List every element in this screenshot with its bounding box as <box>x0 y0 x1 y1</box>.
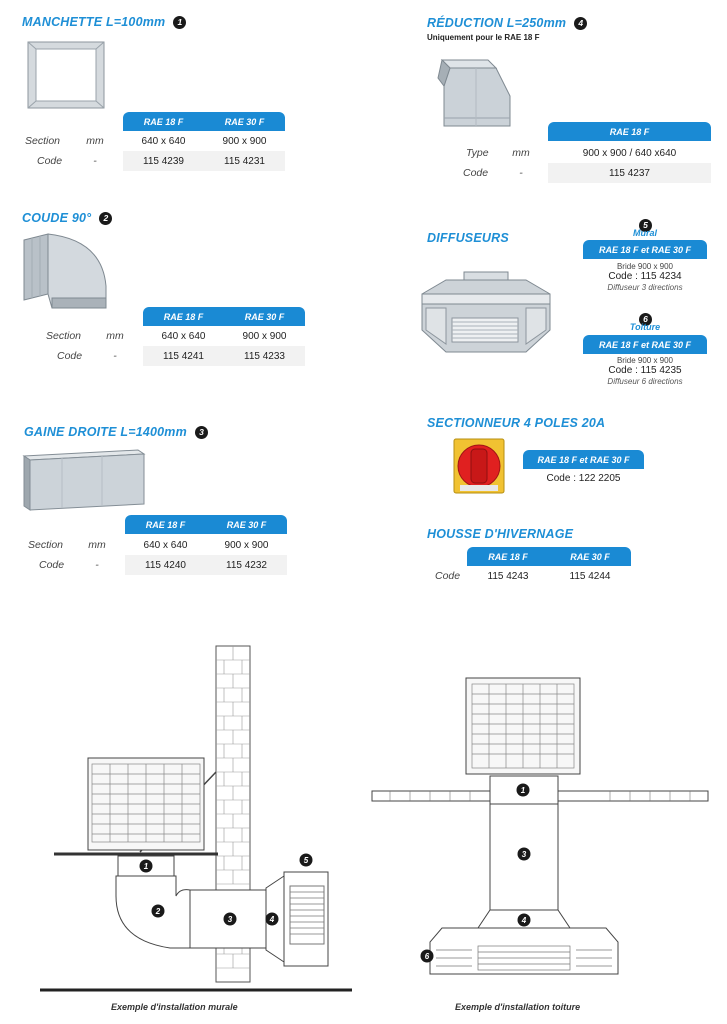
gaine-table-header: RAE 18 F RAE 30 F <box>125 515 287 534</box>
mural-bride: Bride 900 x 900 <box>616 262 674 271</box>
reduction-subtitle: Uniquement pour le RAE 18 F <box>427 33 540 42</box>
manchette-table-header: RAE 18 F RAE 30 F <box>123 112 285 131</box>
svg-text:6: 6 <box>424 952 430 961</box>
diagram-marker <box>518 848 531 861</box>
housse-table-header: RAE 18 F RAE 30 F <box>467 547 631 566</box>
diagram-marker <box>517 784 530 797</box>
row-label: Section <box>46 330 82 342</box>
housse-title: HOUSSE D'HIVERNAGE <box>427 527 574 541</box>
sectionneur-image <box>452 437 508 495</box>
svg-text:1: 1 <box>143 862 149 871</box>
svg-text:1: 1 <box>520 786 526 795</box>
table-cell: 900 x 900 <box>242 331 287 342</box>
toiture-caption: Exemple d'installation toiture <box>455 1002 581 1012</box>
toiture-header: RAE 18 F et RAE 30 F <box>583 335 707 354</box>
toiture-label: Toiture <box>629 322 661 332</box>
svg-text:4: 4 <box>269 915 275 924</box>
row-label: Section <box>25 135 61 147</box>
number-badge: 6 <box>639 313 652 326</box>
table-cell: 115 4240 <box>145 560 186 571</box>
sectionneur-header: RAE 18 F et RAE 30 F <box>523 450 644 469</box>
row-unit: mm <box>512 147 530 159</box>
svg-text:2: 2 <box>155 907 161 916</box>
installation-murale-diagram <box>40 640 360 995</box>
mural-header: RAE 18 F et RAE 30 F <box>583 240 707 259</box>
toiture-code: Code : 115 4235 <box>608 365 682 376</box>
table-cell: 115 4239 <box>143 156 184 167</box>
row-unit: mm <box>88 539 106 551</box>
row-label: Type <box>466 147 489 159</box>
number-badge: 5 <box>639 219 652 232</box>
gaine-title: GAINE DROITE L=1400mm 3 <box>24 425 208 439</box>
row-unit: - <box>113 350 117 362</box>
manchette-image <box>26 40 108 110</box>
toiture-bride: Bride 900 x 900 <box>616 356 674 365</box>
row-unit: mm <box>86 135 104 147</box>
reduction-title: RÉDUCTION L=250mm 4 <box>427 16 587 30</box>
installation-toiture-diagram <box>370 670 720 980</box>
table-cell: 115 4231 <box>224 156 265 167</box>
svg-text:3: 3 <box>227 915 233 924</box>
table-cell: 640 x 640 <box>143 540 188 551</box>
mural-desc: Diffuseur 3 directions <box>607 283 683 292</box>
table-cell: 115 4243 <box>487 571 529 582</box>
sectionneur-code: Code : 122 2205 <box>546 473 621 484</box>
row-label: Code <box>463 167 489 179</box>
table-cell: 900 x 900 <box>224 540 269 551</box>
svg-text:4: 4 <box>521 916 527 925</box>
diagram-marker <box>266 913 279 926</box>
reduction-table-header: RAE 18 F <box>548 122 711 141</box>
mural-label: Mural <box>632 228 657 238</box>
table-cell: 900 x 900 <box>222 136 267 147</box>
coude-image <box>22 232 112 312</box>
murale-caption: Exemple d'installation murale <box>111 1002 238 1012</box>
row-label: Code <box>57 350 83 362</box>
number-badge: 4 <box>574 17 587 30</box>
row-unit: mm <box>106 330 124 342</box>
row-label: Section <box>28 539 64 551</box>
diagram-marker <box>421 950 434 963</box>
manchette-title: MANCHETTE L=100mm 1 <box>22 15 186 29</box>
toiture-desc: Diffuseur 6 directions <box>607 377 683 386</box>
svg-text:3: 3 <box>521 850 527 859</box>
table-cell: 115 4241 <box>163 351 204 362</box>
coude-title: COUDE 90° 2 <box>22 211 112 225</box>
table-cell: 115 4232 <box>226 560 267 571</box>
table-cell: 115 4244 <box>569 571 611 582</box>
number-badge: 1 <box>173 16 186 29</box>
row-label: Code <box>39 559 65 571</box>
svg-text:5: 5 <box>303 856 309 865</box>
coude-table-header: RAE 18 F RAE 30 F <box>143 307 305 326</box>
table-cell: 115 4233 <box>244 351 285 362</box>
mural-code: Code : 115 4234 <box>608 271 682 282</box>
row-unit: - <box>519 167 523 179</box>
table-cell: 900 x 900 / 640 x640 <box>582 148 677 159</box>
gaine-image <box>22 448 148 514</box>
row-unit: - <box>95 559 99 571</box>
number-badge: 3 <box>195 426 208 439</box>
row-unit: - <box>93 155 97 167</box>
diffuseur-image <box>416 268 556 360</box>
number-badge: 2 <box>99 212 112 225</box>
diagram-marker <box>152 905 165 918</box>
table-cell: 640 x 640 <box>161 331 206 342</box>
diagram-marker <box>224 913 237 926</box>
sectionneur-title: SECTIONNEUR 4 POLES 20A <box>427 416 606 430</box>
table-cell: 115 4237 <box>609 168 650 179</box>
diagram-marker <box>140 860 153 873</box>
diffuseurs-title: DIFFUSEURS <box>427 231 509 245</box>
row-label: Code <box>435 570 461 582</box>
reduction-image <box>436 56 516 132</box>
diagram-marker <box>300 854 313 867</box>
row-label: Code <box>37 155 63 167</box>
diagram-marker <box>518 914 531 927</box>
table-cell: 640 x 640 <box>141 136 186 147</box>
